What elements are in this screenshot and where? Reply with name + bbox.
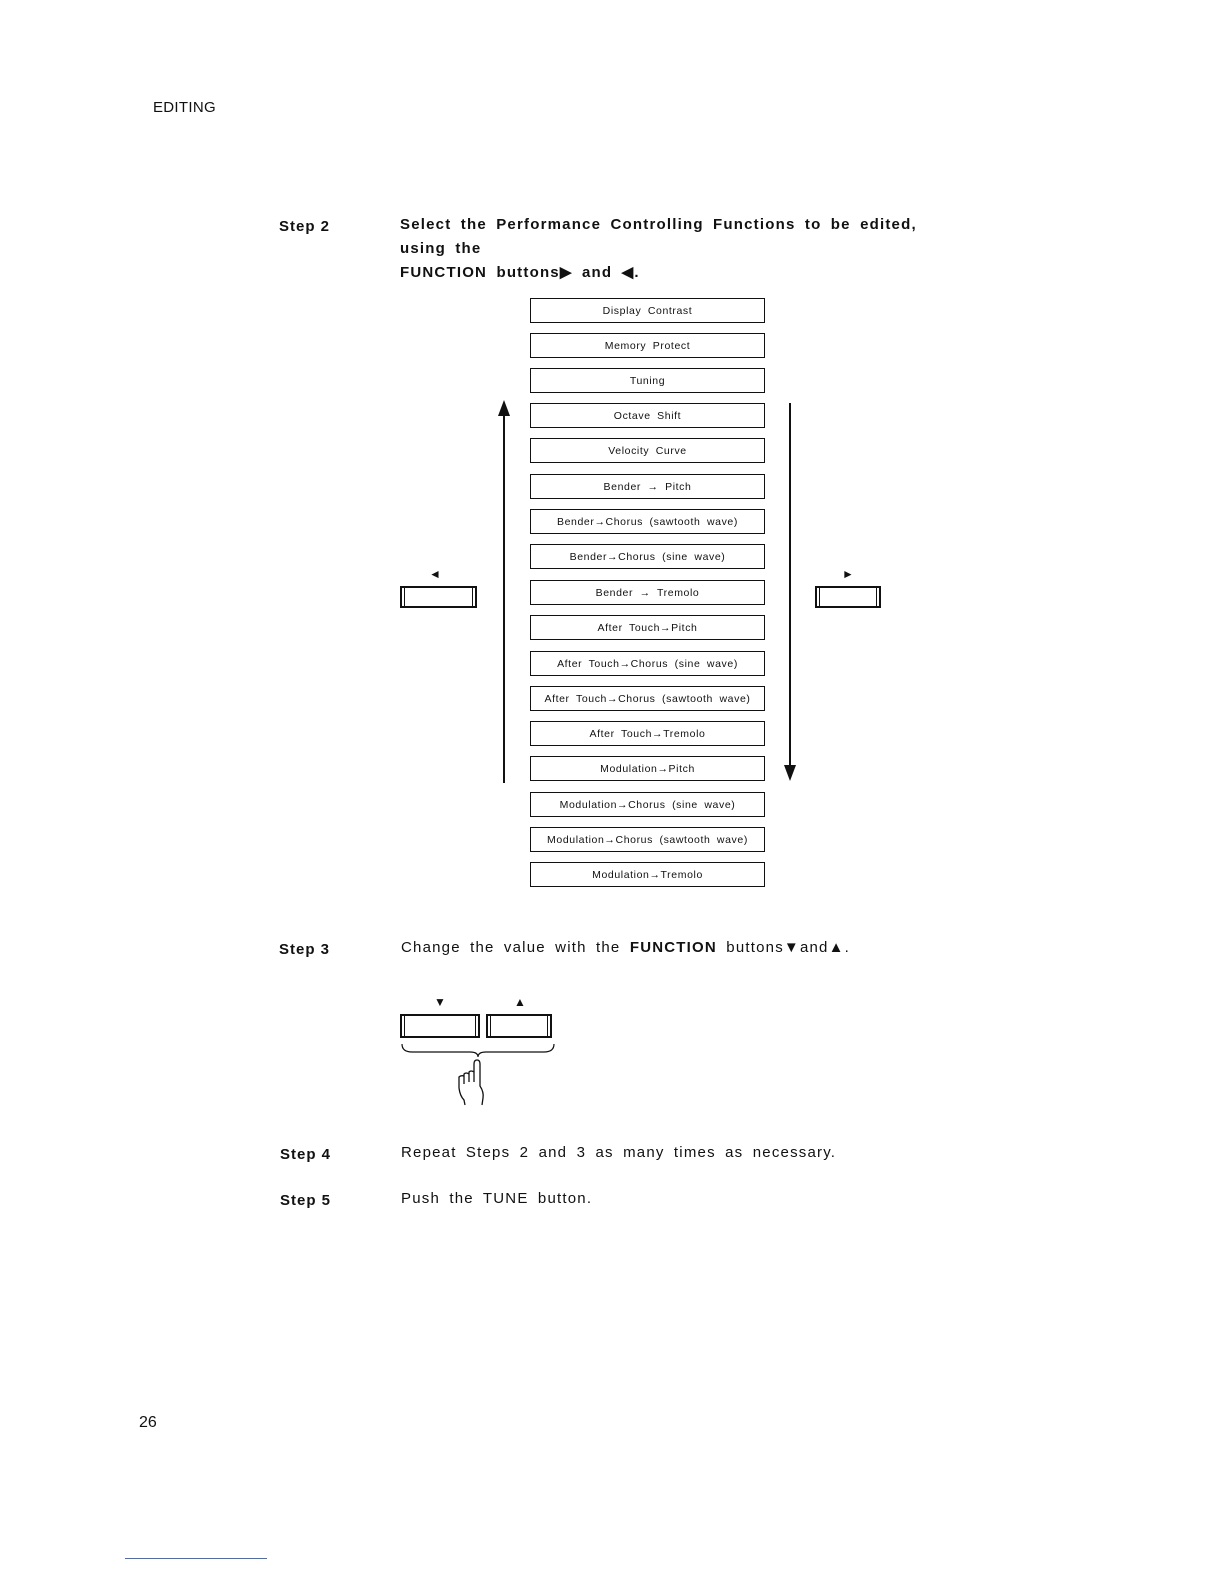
step-5-label: Step 5 xyxy=(280,1192,332,1209)
function-item: Tuning xyxy=(530,368,765,393)
up-triangle-icon: ▲ xyxy=(828,939,845,956)
pointing-hand-icon xyxy=(455,1058,489,1106)
function-item: Modulation→Tremolo xyxy=(530,862,765,887)
step-2-text xyxy=(400,213,970,285)
up-arrow-line xyxy=(503,410,505,783)
function-item: After Touch→Chorus (sawtooth wave) xyxy=(530,686,765,711)
footer-divider xyxy=(125,1558,267,1559)
function-item: Display Contrast xyxy=(530,298,765,323)
brace-icon xyxy=(400,1042,556,1058)
down-arrow-line xyxy=(789,403,791,773)
function-item: Velocity Curve xyxy=(530,438,765,463)
function-item: After Touch→Pitch xyxy=(530,615,765,640)
down-triangle-icon: ▼ xyxy=(783,939,800,956)
up-arrowhead-icon xyxy=(497,400,511,416)
step-2-line1: Select the Performance Controlling Functions to be edited, using the xyxy=(400,216,917,257)
and-word: and xyxy=(572,264,622,281)
function-word: FUNCTION xyxy=(400,264,488,281)
function-down-button[interactable] xyxy=(400,1014,480,1038)
function-item: Modulation→Chorus (sine wave) xyxy=(530,792,765,817)
and-word: and xyxy=(799,939,829,956)
function-item: Octave Shift xyxy=(530,403,765,428)
buttons-word: buttons xyxy=(487,264,560,281)
down-arrowhead-icon xyxy=(783,765,797,781)
function-item: Bender→Chorus (sawtooth wave) xyxy=(530,509,765,534)
function-item: Bender → Pitch xyxy=(530,474,765,499)
function-word: FUNCTION xyxy=(629,939,717,956)
tune-word: TUNE xyxy=(482,1190,529,1207)
step-2-label: Step 2 xyxy=(279,218,331,235)
function-up-button[interactable] xyxy=(486,1014,552,1038)
function-item: Modulation→Chorus (sawtooth wave) xyxy=(530,827,765,852)
right-triangle-icon: ► xyxy=(842,567,854,581)
left-triangle-icon: ◄ xyxy=(429,567,441,581)
step-3-label: Step 3 xyxy=(279,941,331,958)
page-number: 26 xyxy=(139,1414,157,1431)
step-5-suffix: button. xyxy=(528,1190,593,1207)
function-item: Bender → Tremolo xyxy=(530,580,765,605)
step-2-line2 xyxy=(400,261,970,285)
period: . xyxy=(844,939,851,956)
step-3-text xyxy=(401,936,961,960)
function-item: After Touch→Tremolo xyxy=(530,721,765,746)
function-item: Bender→Chorus (sine wave) xyxy=(530,544,765,569)
function-item: After Touch→Chorus (sine wave) xyxy=(530,651,765,676)
period: . xyxy=(634,264,640,281)
step-5-prefix: Push the xyxy=(401,1190,483,1207)
function-item: Modulation→Pitch xyxy=(530,756,765,781)
left-arrow-icon: ◀ xyxy=(621,264,635,281)
function-right-button[interactable] xyxy=(815,586,881,608)
function-item: Memory Protect xyxy=(530,333,765,358)
up-triangle-icon: ▲ xyxy=(514,995,526,1009)
step-5-text xyxy=(401,1187,961,1211)
right-arrow-icon: ▶ xyxy=(559,264,573,281)
step-4-text: Repeat Steps 2 and 3 as many times as necessary. xyxy=(401,1144,837,1161)
step-4-label: Step 4 xyxy=(280,1146,332,1163)
buttons-word: buttons xyxy=(716,939,784,956)
section-header: EDITING xyxy=(153,99,216,116)
down-triangle-icon: ▼ xyxy=(434,995,446,1009)
step-3-prefix: Change the value with the xyxy=(401,939,630,956)
function-left-button[interactable] xyxy=(400,586,477,608)
